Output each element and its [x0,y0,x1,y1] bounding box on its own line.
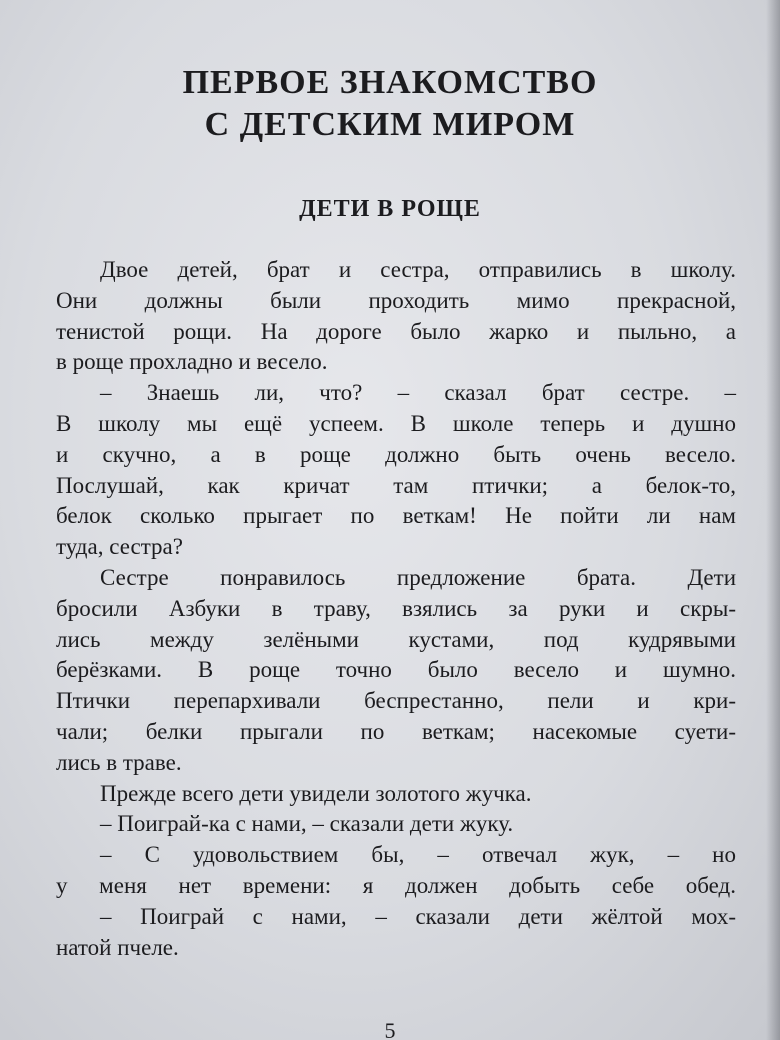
chapter-title [0,62,780,146]
text-line: у меня нет времени: я должен добыть себе обед. [56,872,736,898]
text-line: Прежде всего дети увидели золотого жучка. [100,780,532,806]
text-line: – Знаешь ли, что? – сказал брат сестре. – [100,380,736,406]
text-line: Они должны были проходить мимо прекрасной, [56,287,736,313]
text-line: – Поиграй-ка с нами, – сказали дети жуку. [100,811,514,837]
text-line: Птички перепархивали беспрестанно, пели и кри- [56,688,736,714]
text-line: В школу мы ещё успеем. В школе теперь и душно [56,410,736,436]
text-line: лись в траве. [56,749,182,775]
text-line: лись между зелёными кустами, под кудрявыми [56,626,736,652]
text-line: Послушай, как кричат там птички; а белок-то, [56,472,736,498]
text-line: белок сколько прыгает по веткам! Не пойти ли нам [56,503,736,529]
text-line: Двое детей, брат и сестра, отправились в школу. [100,257,736,282]
text-line: Сестре понравилось предложение брата. Дети [100,564,736,590]
text-line: тенистой рощи. На дороге было жарко и пыльно, а [56,318,736,344]
text-line: и скучно, а в роще должно быть очень весело. [56,441,736,467]
text-line: чали; белки прыгали по веткам; насекомые суети- [56,718,736,744]
text-line: в роще прохладно и весело. [56,349,328,375]
page-number: 5 [384,1018,396,1040]
story-title: ДЕТИ В РОЩЕ [299,196,481,222]
text-line: бросили Азбуки в траву, взялись за руки и скры- [56,595,736,621]
text-line: туда, сестра? [56,534,183,560]
story-text [56,255,736,963]
text-line: – Поиграй с нами, – сказали дети жёлтой мох- [100,903,736,929]
text-line: натой пчеле. [56,934,179,960]
page-edge-shadow [766,0,780,1040]
text-line: – С удовольствием бы, – отвечал жук, – но [100,842,736,868]
chapter-title-line-1: ПЕРВОЕ ЗНАКОМСТВО [182,64,598,101]
chapter-title-line-2: С ДЕТСКИМ МИРОМ [204,106,576,143]
text-line: берёзками. В роще точно было весело и шумно. [56,657,736,683]
